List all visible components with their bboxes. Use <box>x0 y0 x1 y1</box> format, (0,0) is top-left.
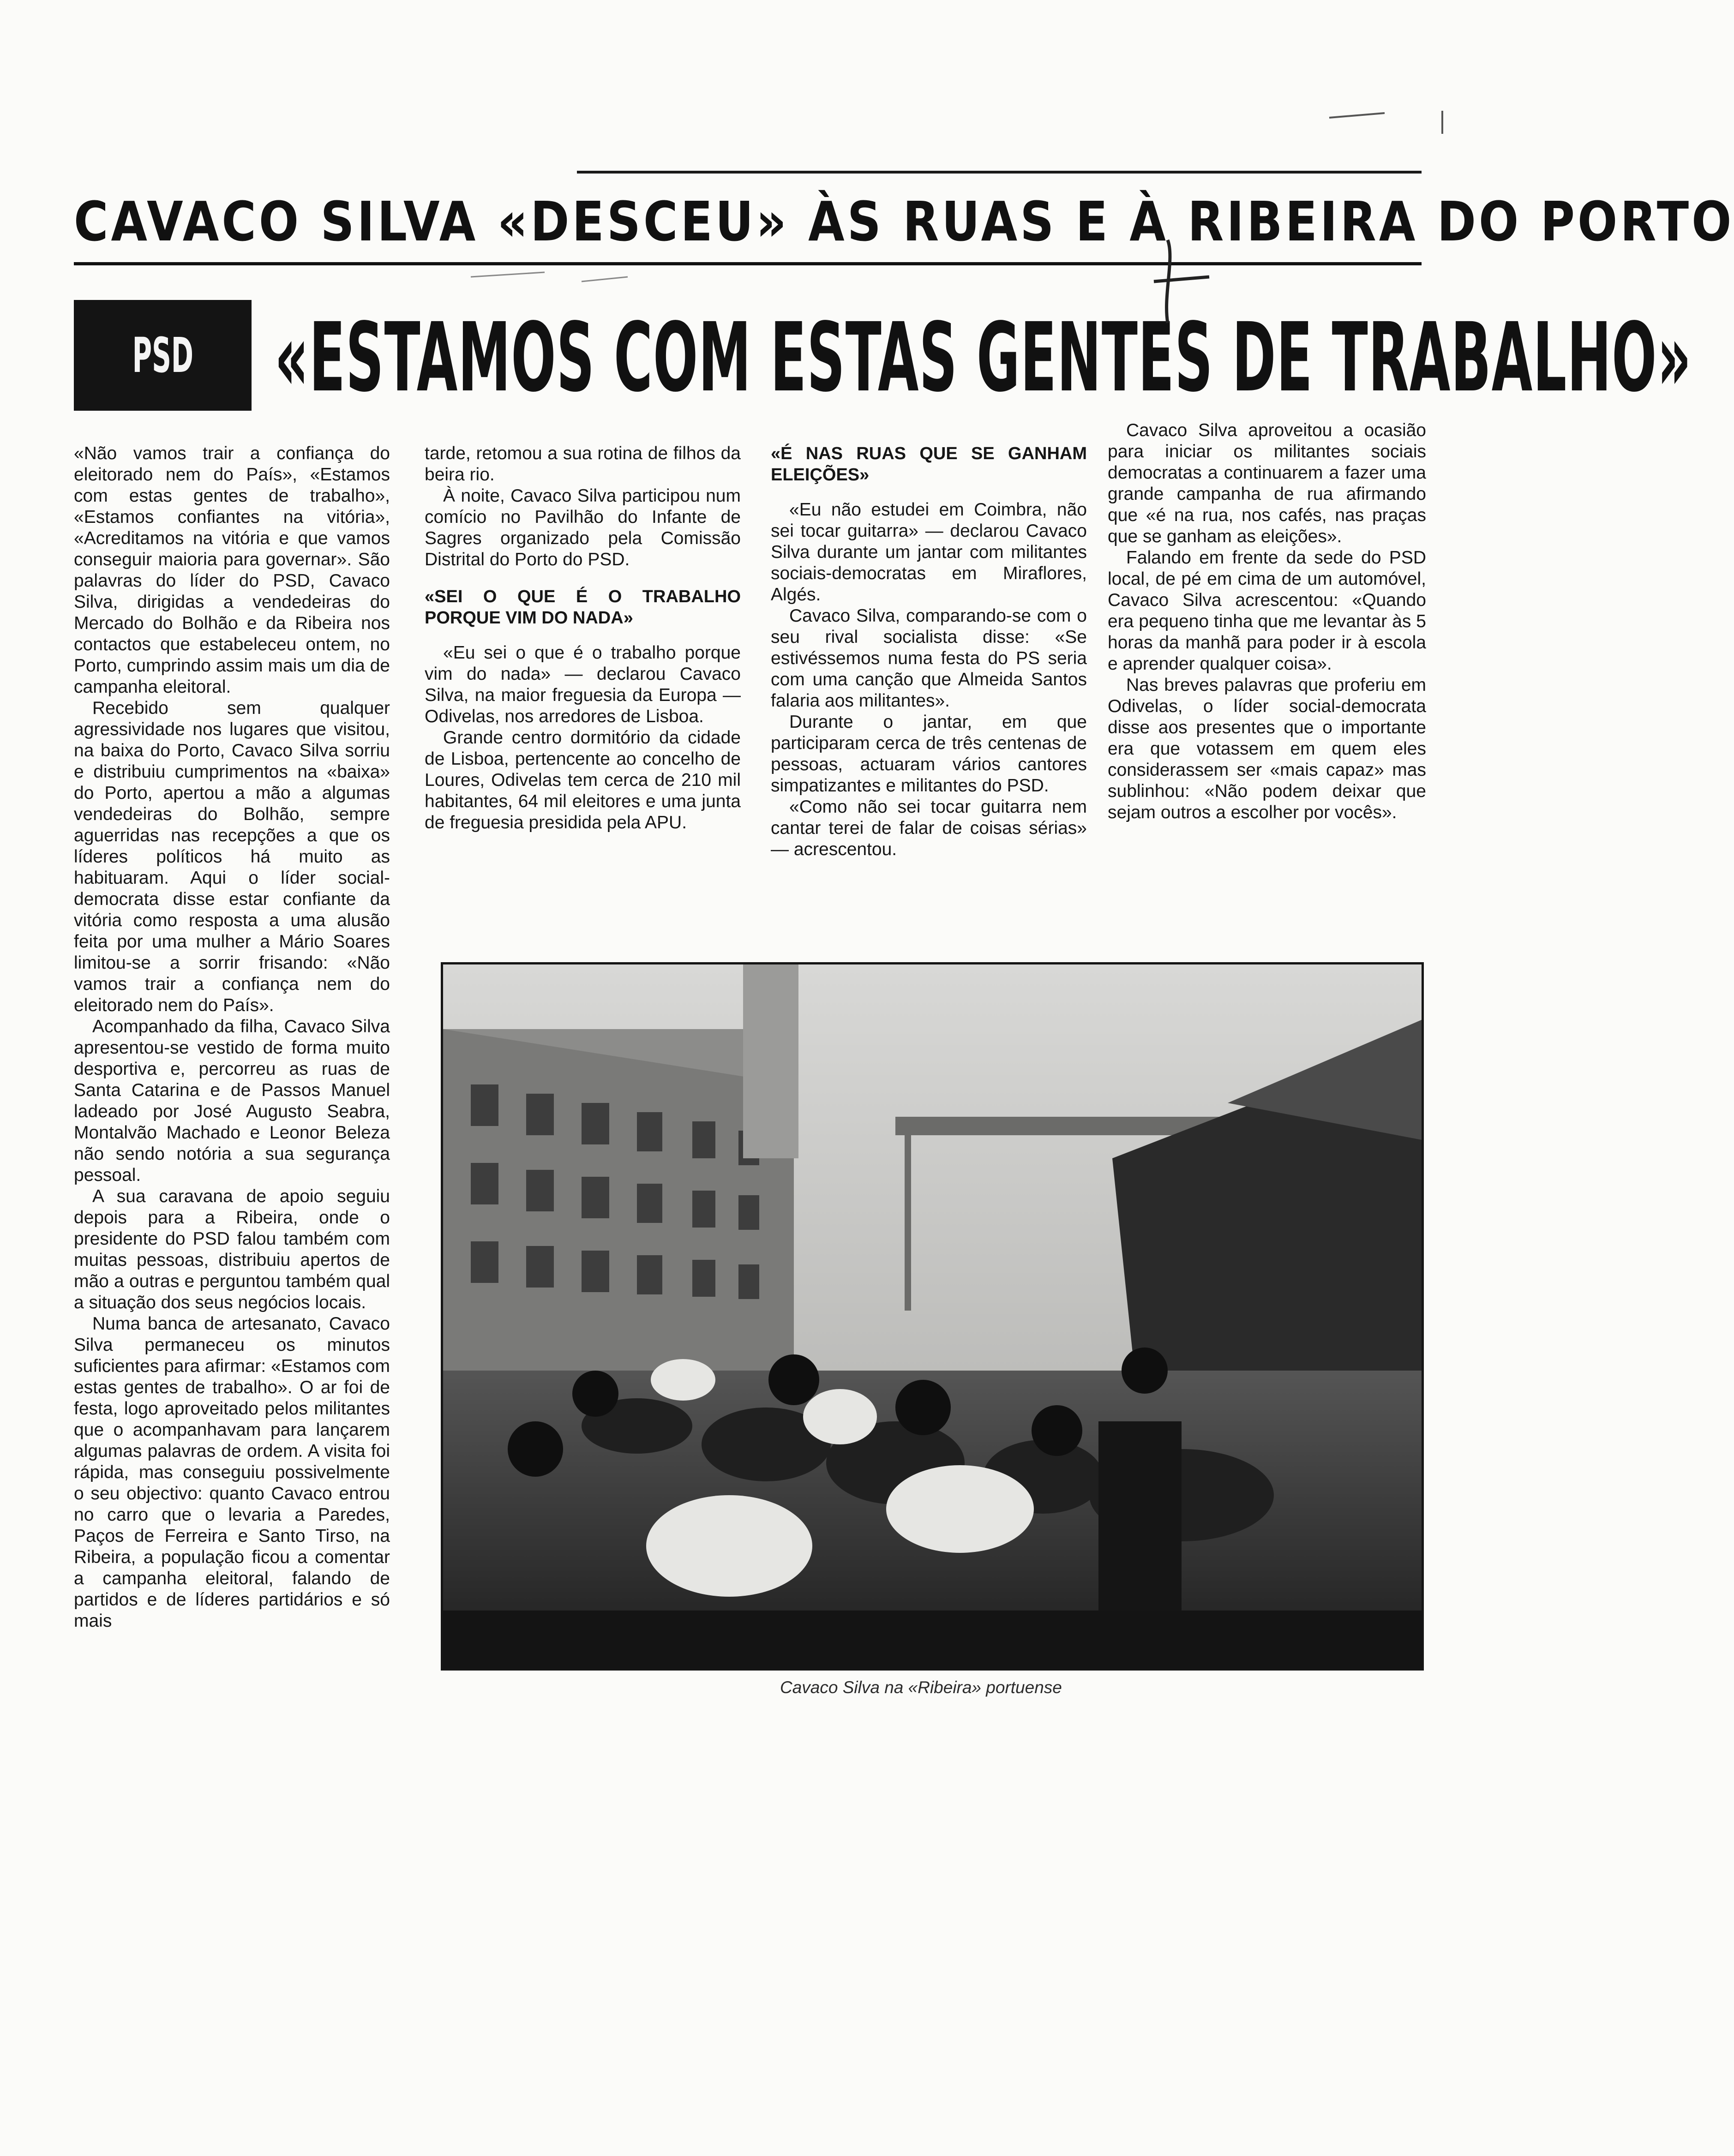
street-market-photo <box>441 962 1424 1671</box>
photo-illustration <box>443 964 1422 1668</box>
paragraph: À noite, Cavaco Silva participou num comício no Pavilhão do Infante de Sagres organizado pela Comissão Distrital do Porto do PSD. <box>425 486 741 569</box>
subheading: «SEI O QUE É O TRABALHO PORQUE VIM DO NADA» <box>425 587 741 628</box>
paragraph: «Não vamos trair a confiança do eleitorado nem do País», «Estamos com estas gentes de trabalho», «Estamos confiantes na vitória», «Acreditamos na vitória e que vamos conseguir maioria para governar». São palavras do líder do PSD, Cavaco Silva, dirigidas a vendedeiras do Mercado do Bolhão e da Ribeira nos contactos que estabeleceu ontem, no Porto, cumprindo assim mais um dia de campanha eleitoral. <box>74 443 390 697</box>
paragraph: Recebido sem qualquer agressividade nos lugares que visitou, na baixa do Porto, Cavaco Silva sorriu e distribuiu cumprimentos na «baixa» do Porto, apertou a mão a algumas vendedeiras do Bolhão, sempre aguerridas nas recepções a que os líderes políticos há muito as habituaram. Aqui o líder social-democrata disse estar confiante da vitória como resposta a uma alusão feita por uma mulher a Mário Soares limitou-se a sorrir frisando: «Não vamos trair a confiança nem do eleitorado nem do País». <box>74 698 390 1015</box>
main-headline: «ESTAMOS COM ESTAS GENTES DE TRABALHO» <box>275 302 1692 413</box>
paragraph: Acompanhado da filha, Cavaco Silva apresentou-se vestido de forma muito desportiva e, percorreu as ruas de Santa Catarina e de Passos Manuel ladeado por José Augusto Seabra, Montalvão Machado e Leonor Beleza não sendo notória a sua segurança pessoal. <box>74 1017 390 1185</box>
paragraph: Falando em frente da sede do PSD local, de pé em cima de um automóvel, Cavaco Silva acrescentou: «Quando era pequeno tinha que me levantar às 5 horas da manhã para poder ir à escola e aprender qualquer coisa». <box>1108 548 1426 674</box>
subheading: «É NAS RUAS QUE SE GANHAM ELEIÇÕES» <box>771 444 1087 485</box>
article-column-2 <box>425 443 741 833</box>
paragraph: Nas breves palavras que proferiu em Odivelas, o líder social-democrata disse aos presentes que o importante era que votassem em quem eles considerassem ser «mais capaz» mas sublinhou: «Não podem deixar que sejam outros a escolher por vocês». <box>1108 675 1426 822</box>
section-tag <box>74 300 252 411</box>
paragraph: tarde, retomou a sua rotina de filhos da beira rio. <box>425 443 741 485</box>
kicker-rule <box>74 262 1422 265</box>
paragraph: Grande centro dormitório da cidade de Lisboa, pertencente ao concelho de Loures, Odivelas tem cerca de 210 mil habitantes, 64 mil eleitores e uma junta de freguesia presidida pela APU. <box>425 728 741 832</box>
article-column-3 <box>771 443 1087 860</box>
paragraph: «Eu não estudei em Coimbra, não sei tocar guitarra» — declarou Cavaco Silva durante um jantar com militantes sociais-democratas em Miraflores, Algés. <box>771 500 1087 605</box>
paragraph: Numa banca de artesanato, Cavaco Silva permaneceu os minutos suficientes para afirmar: «Estamos com estas gentes de trabalho». O ar foi de festa, logo aproveitado pelos militantes que o acompanhavam para lançarem algumas palavras de ordem. A visita foi rápida, mas conseguiu possivelmente o seu objectivo: quanto Cavaco entrou no carro que o levaria a Paredes, Paços de Ferreira e Santo Tirso, na Ribeira, a população ficou a comentar a campanha eleitoral, falando de partidos e de líderes partidários e só mais <box>74 1314 390 1631</box>
paragraph: A sua caravana de apoio seguiu depois para a Ribeira, onde o presidente do PSD falou também com muitas pessoas, distribuiu apertos de mão a outras e perguntou também qual a situação dos seus negócios locais. <box>74 1186 390 1312</box>
paragraph: Durante o jantar, em que participaram cerca de três centenas de pessoas, actuaram vários cantores simpatizantes e militantes do PSD. <box>771 712 1087 796</box>
paragraph: «Como não sei tocar guitarra nem cantar terei de falar de coisas sérias» — acrescentou. <box>771 797 1087 859</box>
photo-caption: Cavaco Silva na «Ribeira» portuense <box>780 1678 1062 1697</box>
paragraph: Cavaco Silva, comparando-se com o seu rival socialista disse: «Se estivéssemos numa festa do PS seria com uma canção que Almeida Santos falaria aos militantes». <box>771 606 1087 711</box>
article-column-1 <box>74 443 390 1632</box>
section-tag-label: PSD <box>132 327 193 383</box>
paragraph: «Eu sei o que é o trabalho porque vim do nada» — declarou Cavaco Silva, na maior freguesia da Europa — Odivelas, nos arredores de Lisboa. <box>425 643 741 726</box>
top-rule <box>577 171 1422 174</box>
kicker-headline: CAVACO SILVA «DESCEU» ÀS RUAS E À RIBEIRA DO PORTO <box>74 190 1734 253</box>
paragraph: Cavaco Silva aproveitou a ocasião para iniciar os militantes sociais democratas a continuarem a fazer uma grande campanha de rua afirmando que «é na rua, nos cafés, nas praças que se ganham as eleições». <box>1108 420 1426 546</box>
article-column-4 <box>1108 420 1426 823</box>
